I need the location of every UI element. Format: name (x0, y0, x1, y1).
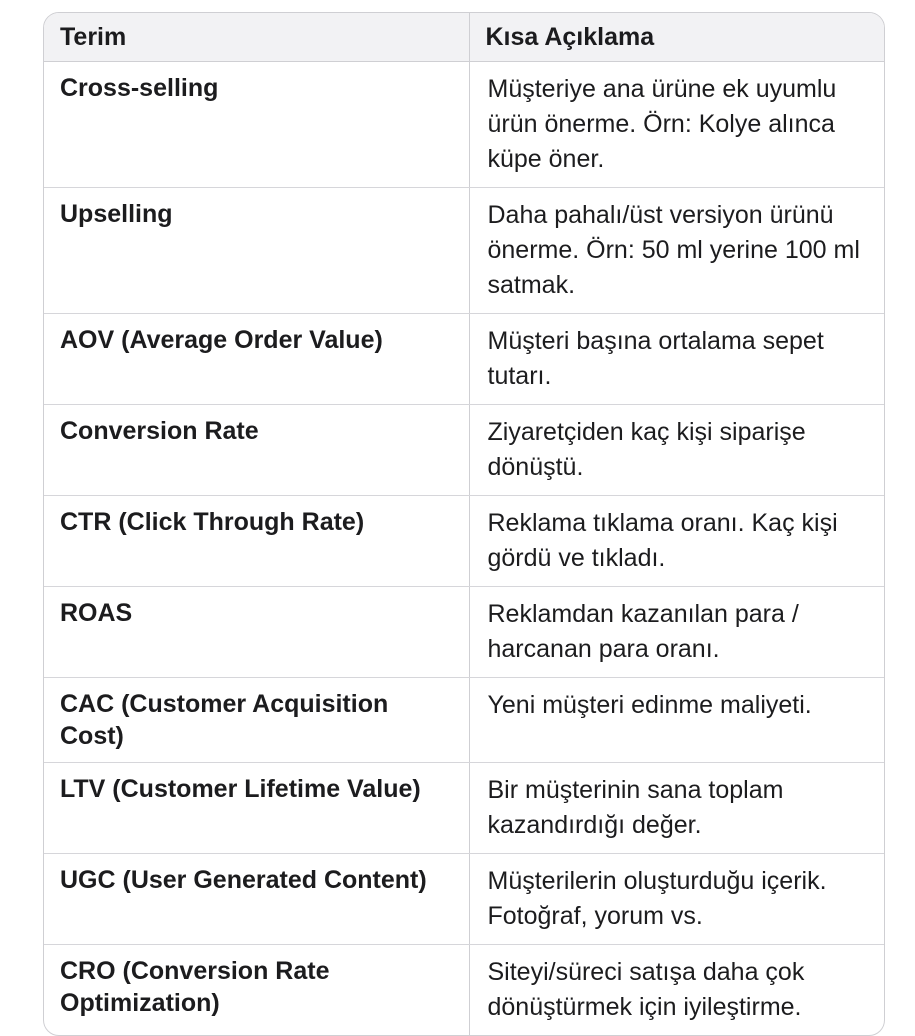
description-cell: Siteyi/süreci satışa daha çok dönüştürmek için iyileştirme. (487, 958, 805, 1021)
term-cell: Upselling (44, 188, 469, 314)
description-cell: Müşteriye ana ürüne ek uyumlu ürün önerme. Örn: Kolye alınca küpe öner. (469, 62, 884, 188)
description-cell: Müşterilerin oluşturduğu içerik. Fotoğraf, yorum vs. (469, 854, 884, 945)
table-row (44, 854, 884, 945)
header-row (44, 13, 884, 62)
table-row (44, 314, 884, 405)
description-cell: Reklama tıklama oranı. Kaç kişi gördü ve tıkladı. (469, 496, 884, 587)
table-header (44, 13, 884, 62)
table-row (44, 62, 884, 188)
term-cell: AOV (Average Order Value) (44, 314, 469, 405)
description-cell: Bir müşterinin sana toplam kazandırdığı değer. (469, 763, 884, 854)
term-cell: LTV (Customer Lifetime Value) (44, 763, 469, 854)
description-cell: Yeni müşteri edinme maliyeti. (469, 678, 884, 763)
term-cell: ROAS (44, 587, 469, 678)
term-cell: CTR (Click Through Rate) (44, 496, 469, 587)
table-row (44, 587, 884, 678)
table-body (44, 62, 884, 1036)
header-term: Terim (44, 13, 469, 62)
description-cell: Ziyaretçiden kaç kişi siparişe dönüştü. (469, 405, 884, 496)
table-row (44, 678, 884, 763)
description-cell: Müşteri başına ortalama sepet tutarı. (469, 314, 884, 405)
table-row (44, 405, 884, 496)
glossary-table-container (43, 12, 885, 1036)
table-row (44, 945, 884, 1036)
glossary-table (44, 13, 884, 1035)
term-cell: UGC (User Generated Content) (44, 854, 469, 945)
description-cell: Daha pahalı/üst versiyon ürünü önerme. Örn: 50 ml yerine 100 ml satmak. (469, 188, 884, 314)
table-row (44, 188, 884, 314)
term-cell: Cross-selling (44, 62, 469, 188)
description-cell: Reklamdan kazanılan para / harcanan para oranı. (469, 587, 884, 678)
table-row (44, 763, 884, 854)
table-row (44, 496, 884, 587)
header-description: Kısa Açıklama (469, 13, 884, 62)
term-cell: CRO (Conversion Rate Optimization) (44, 945, 469, 1036)
term-cell: Conversion Rate (44, 405, 469, 496)
term-cell: CAC (Customer Acquisition Cost) (44, 678, 469, 763)
